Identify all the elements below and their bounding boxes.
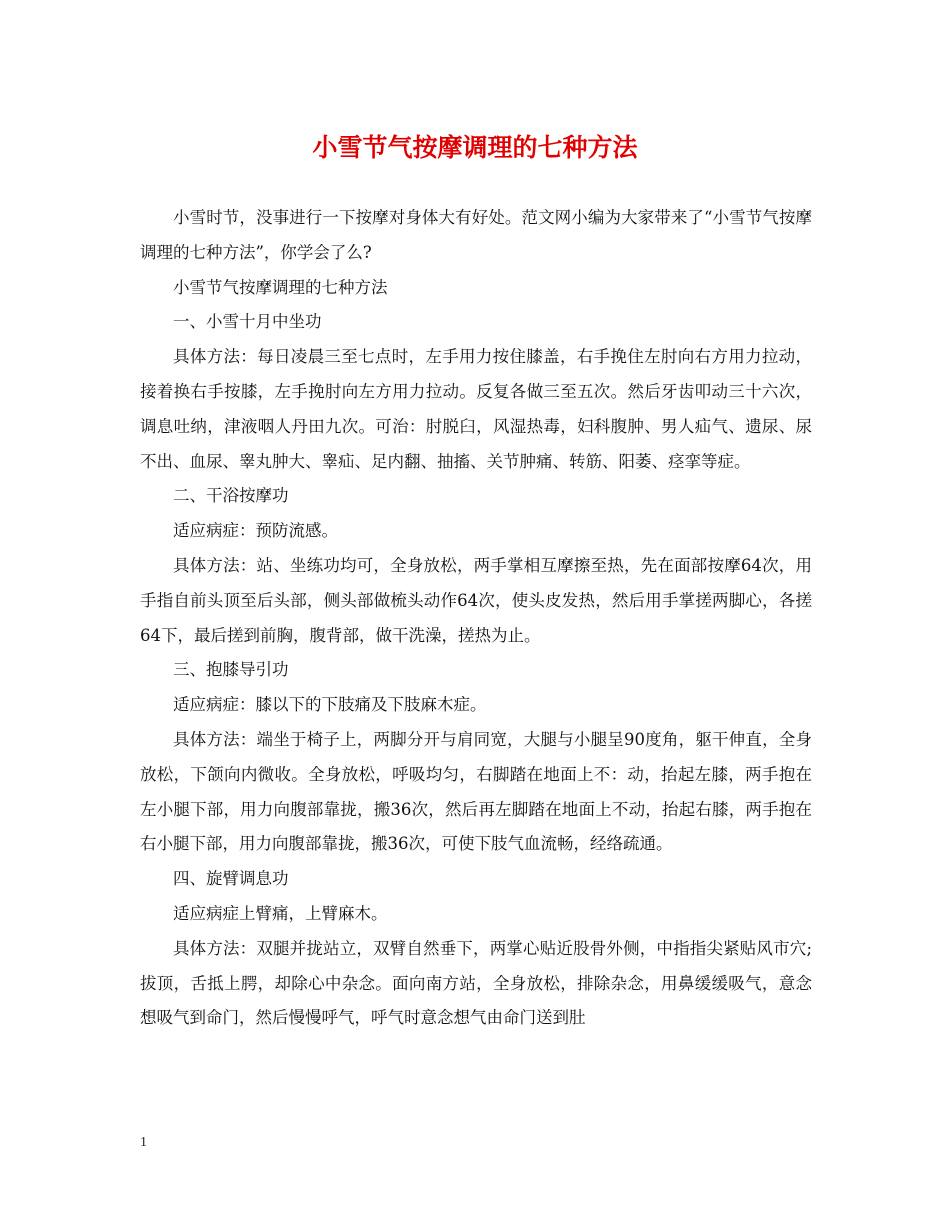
paragraph-intro: 小雪时节，没事进行一下按摩对身体大有好处。范文网小编为大家带来了“小雪节气按摩调理的七种方法”，你学会了么? [140,208,812,262]
section-heading-3: 三、抱膝导引功 [173,660,289,680]
section-heading-2: 二、干浴按摩功 [173,486,289,506]
section-heading-4: 四、旋臂调息功 [173,869,289,889]
paragraph-method-1: 具体方法：每日凌晨三至七点时，左手用力按住膝盖，右手挽住左肘向右方用力拉动，接着换右手按膝，左手挽肘向左方用力拉动。反复各做三至五次。然后牙齿叩动三十六次，调息吐纳，津液咽人丹田九次。可治：肘脱臼，风湿热毒，妇科腹肿、男人疝气、遗尿、尿不出、血尿、睾丸肿大、睾疝、足内翻、抽搐、关节肿痛、转筋、阳萎、痉挛等症。 [140,347,812,471]
paragraph-indication-2: 适应病症：预防流感。 [173,521,338,541]
paragraph-indication-3: 适应病症：膝以下的下肢痛及下肢麻木症。 [173,695,487,715]
document-body [140,201,812,1036]
paragraph-subtitle: 小雪节气按摩调理的七种方法 [173,277,388,297]
paragraph-method-2: 具体方法：站、坐练功均可，全身放松，两手掌相互摩擦至热，先在面部按摩64次，用手指自前头顶至后头部，侧头部做梳头动作64次，使头皮发热，然后用手掌搓两脚心，各搓64下，最后搓到前胸，腹背部，做干洗澡，搓热为止。 [140,555,812,645]
paragraph-method-3: 具体方法：端坐于椅子上，两脚分开与肩同宽，大腿与小腿呈90度角，躯干伸直，全身放松，下颌向内微收。全身放松，呼吸均匀，右脚踏在地面上不：动，抬起左膝，两手抱在左小腿下部，用力向腹部靠拢，搬36次，然后再左脚踏在地面上不动，抬起右膝，两手抱在右小腿下部，用力向腹部靠拢，搬36次，可使下肢气血流畅，经络疏通。 [140,729,812,854]
paragraph-method-4: 具体方法：双腿并拢站立，双臂自然垂下，两掌心贴近股骨外侧，中指指尖紧贴风市穴;拔顶，舌抵上腭，却除心中杂念。面向南方站，全身放松，排除杂念，用鼻缓缓吸气，意念想吸气到命门，然后慢慢呼气，呼气时意念想气由命门送到肚 [140,938,812,1028]
document-title: 小雪节气按摩调理的七种方法 [312,133,638,162]
page-number: 1 [140,1135,147,1150]
paragraph-indication-4: 适应病症上臂痛，上臂麻木。 [173,903,388,923]
section-heading-1: 一、小雪十月中坐功 [173,312,322,332]
